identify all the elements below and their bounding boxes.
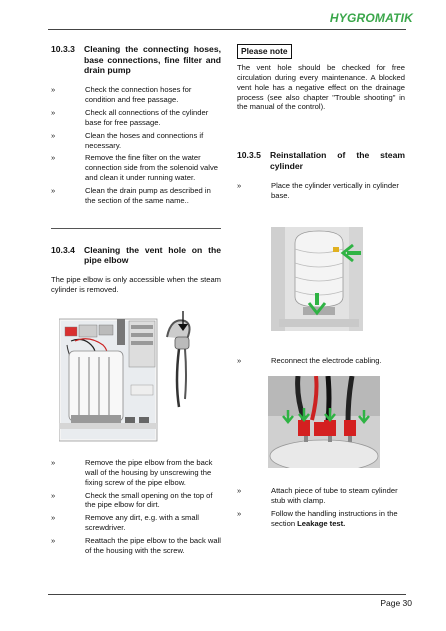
list-item: » Remove the fine filter on the water connection side from the solenoid valve and clean it under running water.: [51, 153, 218, 183]
please-note-label: Please note: [237, 44, 292, 59]
section-heading-10-3-4: [51, 245, 221, 266]
list-item: » Clean the drain pump as described in the section of the same name..: [51, 185, 211, 205]
section-heading-10-3-5: [237, 150, 405, 171]
list-item: » Clean the hoses and connections if necessary.: [51, 130, 204, 150]
note-text: The vent hole should be checked for free circulation during every maintenance. A blocked vent hole has a negative effect on the drainage process (see also chapter "Trouble shooting" in the manual of the control).: [237, 62, 405, 112]
list-item: » Remove the pipe elbow from the back wall of the housing by unscrewing the fixing screw of the pipe elbow.: [51, 458, 213, 487]
section-heading-10-3-3: [51, 44, 221, 76]
left-column: [51, 44, 221, 295]
section-number: 10.3.4: [51, 244, 75, 255]
steam-cylinder-photo: [271, 227, 363, 331]
vent-hole-steps-list: [51, 458, 221, 556]
list-item: » Attach piece of tube to steam cylinder stub with clamp.: [237, 486, 398, 505]
page-number: Page 30: [380, 598, 412, 608]
list-item: » Check the small opening on the top of the pipe elbow for dirt.: [51, 490, 213, 510]
section-title: Cleaning the connecting hoses, base connections, fine filter and drain pump: [84, 44, 221, 76]
intro-text: The pipe elbow is only accessible when the steam cylinder is removed.: [51, 275, 221, 294]
list-item: » Reconnect the electrode cabling.: [237, 356, 382, 365]
right-column-mid: [237, 356, 405, 369]
right-column: [237, 44, 405, 203]
section-divider: [51, 228, 221, 229]
section-number: 10.3.3: [51, 44, 75, 54]
right-column-lower: [237, 486, 405, 531]
cleaning-steps-list: [51, 85, 221, 205]
section-title: Reinstallation of the steam cylinder: [270, 150, 405, 171]
electrode-cabling-photo: [268, 376, 380, 468]
list-item: » Remove any dirt, e.g. with a small screwdriver.: [51, 513, 199, 533]
list-item: » Place the cylinder vertically in cylinder base.: [237, 180, 399, 200]
list-item: » Check the connection hoses for condition and free passage.: [51, 85, 192, 105]
reinstall-step-2: [237, 356, 405, 366]
reinstall-step-1: [237, 181, 405, 201]
section-number: 10.3.5: [237, 150, 261, 161]
reinstall-steps-3-4: [237, 486, 405, 528]
left-column-lower: [51, 458, 221, 559]
logo: HYGROMATIK: [329, 11, 413, 25]
bottom-rule: [48, 594, 406, 595]
humidifier-interior-illustration: [59, 311, 211, 443]
top-rule: [48, 29, 406, 30]
list-item: » Check all connections of the cylinder base for free passage.: [51, 107, 209, 127]
leakage-test-reference: Leakage test.: [297, 518, 346, 528]
list-item: » Follow the handling instructions in the section Leakage test.: [237, 508, 398, 528]
list-item: » Reattach the pipe elbow to the back wall of the housing with the screw.: [51, 536, 221, 555]
section-title: Cleaning the vent hole on the pipe elbow: [84, 244, 221, 266]
